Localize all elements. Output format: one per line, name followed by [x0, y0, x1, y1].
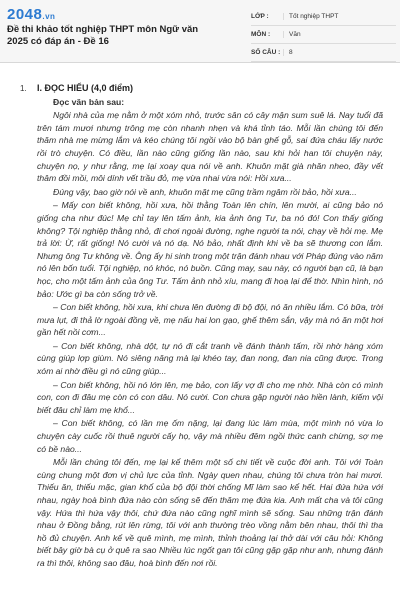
logo-suffix-text: .vn — [42, 12, 56, 21]
meta-value: Văn — [283, 31, 396, 38]
question-body — [37, 82, 383, 571]
meta-value: Tốt nghiệp THPT — [283, 13, 396, 20]
passage-paragraph: – Con biết không, hồi nó lớn lên, mẹ bảo, con lấy vợ đi cho mẹ nhờ. Nhà còn có mình con, con đi đâu mẹ còn có con dâu. Nó cười. Con chưa gặp người nào hiền lành, kiếm vội biết đâu chỉ làm mẹ khổ... — [37, 379, 383, 415]
section-subheading: Đọc văn bản sau: — [53, 96, 125, 107]
document-header — [0, 0, 400, 63]
meta-value: 8 — [283, 49, 396, 56]
passage-paragraph: – Con biết không, hồi xưa, khi chưa lên đường đi bộ đội, nó ăn nhiều lắm. Có bữa, trời mưa lụt, đi thả lờ ngoài đồng về, mẹ nấu hai lon gạo, ghế thêm sắn, vậy mà nó ăn một hơi gần hết nồi cơm... — [37, 302, 383, 338]
passage-paragraph: Đúng vậy, bao giờ nói về anh, khuôn mặt mẹ cũng trầm ngâm rồi bảo, hồi xưa... — [53, 186, 357, 197]
site-logo[interactable] — [7, 6, 55, 23]
passage-paragraph: Ngôi nhà của mẹ nằm ở một xóm nhỏ, trước sân có cây mận sum suê lá. Nay tuổi đã trên tám mươi nhưng trông mẹ còn nhanh nhẹn và khá tỉnh táo. Mỗi lần chúng tôi đến thăm nhà mẹ mừng lắm và kéo chúng tôi ngồi vào bộ bàn ghế gỗ, sai đứa cháu lấy nước rồi trò chuyện. Có điều, lần nào cũng giống lần nào, sau khi hỏi han tôi chuyện này, chuyện nọ, y như rằng, mẹ lại xoay qua nói về anh. Khuôn mặt già nhăn nheo, đầy vết thâm đồi mồi, môi dính vết trầu đỏ, mẹ vừa nhai vừa nói: Hồi xưa... — [37, 110, 383, 184]
meta-row-question-count — [251, 44, 396, 62]
meta-table — [251, 8, 396, 62]
document-title: Đề thi khảo tốt nghiệp THPT môn Ngữ văn 2025 có đáp án - Đề 16 — [7, 24, 199, 47]
meta-label: LỚP : — [251, 13, 269, 20]
section-heading: I. ĐỌC HIỂU (4,0 điểm) — [37, 83, 134, 93]
question-number: 1. — [20, 84, 27, 93]
meta-row-class — [251, 8, 396, 26]
meta-label: MÔN : — [251, 31, 271, 38]
logo-main-text: 2048 — [7, 6, 43, 23]
passage-paragraph: Mỗi lần chúng tôi đến, mẹ lại kể thêm một số chi tiết về cuộc đời anh. Tôi với Toàn cùng chung một đơn vị chủ lực của tỉnh. Ngày quen nhau, chúng tôi chưa tròn hai mươi. Thiếu ăn, thiếu mặc, gian khổ của bộ đội thời chống Mĩ làm sao kể hết. Hai đứa hứa với nhau, ngày hoà bình đứa nào còn sống sẽ đến thăm mẹ đứa kia. Anh mất cha và tôi cũng vậy. Hứa thì hứa vậy thôi, chứ đứa nào cũng nghĩ mình sẽ sống. Sau những trận đánh nhau ở Đồng bằng, rút lên rừng, tôi với anh thường trèo vồng nằm bên nhau, thôi thì tha hồ đủ chuyện. Anh kể về quê mình, mẹ mình, thỉnh thoảng lại thở dài với câu hỏi: Không biết bây giờ bà cụ ở quê ra sao Nhiều lúc ngốt gan tôi cũng gặp gặp như anh, nhưng đánh ra thì thôi, không sao đâu, hoà bình đến nơi rồi. — [37, 457, 383, 568]
meta-label: SỐ CÂU : — [251, 49, 281, 56]
passage-paragraph: – Con biết không, có lần mẹ ốm nặng, lại đang lúc làm mùa, một mình nó vừa lo chuyện cày cuốc rồi thuê người cấy họ, vậy mà nhiều đêm ngồi thức canh chừng, sợ mẹ có bề nào... — [37, 418, 383, 454]
meta-row-subject — [251, 26, 396, 44]
passage-paragraph: – Con biết không, nhà dột, tự nó đi cắt tranh về đánh thành tấm, rồi nhờ hàng xóm cùng giúp lợp giùm. Nó siêng năng mà lại khéo tay, đan nong, đan nia cũng được. Trong xóm ai nhờ điều gì nó cũng giúp... — [37, 340, 383, 377]
passage-paragraph: – Mấy con biết không, hồi xưa, hồi thằng Toàn lên chín, lên mười, ai cũng bảo nó giống cha như đúc! Mẹ chỉ tay lên tấm ảnh, kia ảnh ông Tư, ba nó đó! Con thấy giống không? Tội nghiệp thằng nhỏ, đi chơi ngoài đường, nghe người ta nói, chạy về hỏi mẹ. Mẹ trả lời: Ừ, rất giống! Nó cười và nó dạ. Nó bảo, nhất định khi về ba sẽ thương con lắm. Nhưng ông Tư không về. Ông ấy hi sinh trong một trận đánh nhau với Pháp đúng vào năm nó lên bốn tuổi. Tội nghiệp, nó khóc, nó buồn. Cũng may, sau này, có người bạn cũ, là bạn học, cho một tấm ảnh của ông Tư. Tấm ảnh nhỏ xíu, mang đi hoạ lại để thờ. Nhìn hình, nó bảo: Ước gì ba còn sống trở về. — [37, 200, 383, 299]
